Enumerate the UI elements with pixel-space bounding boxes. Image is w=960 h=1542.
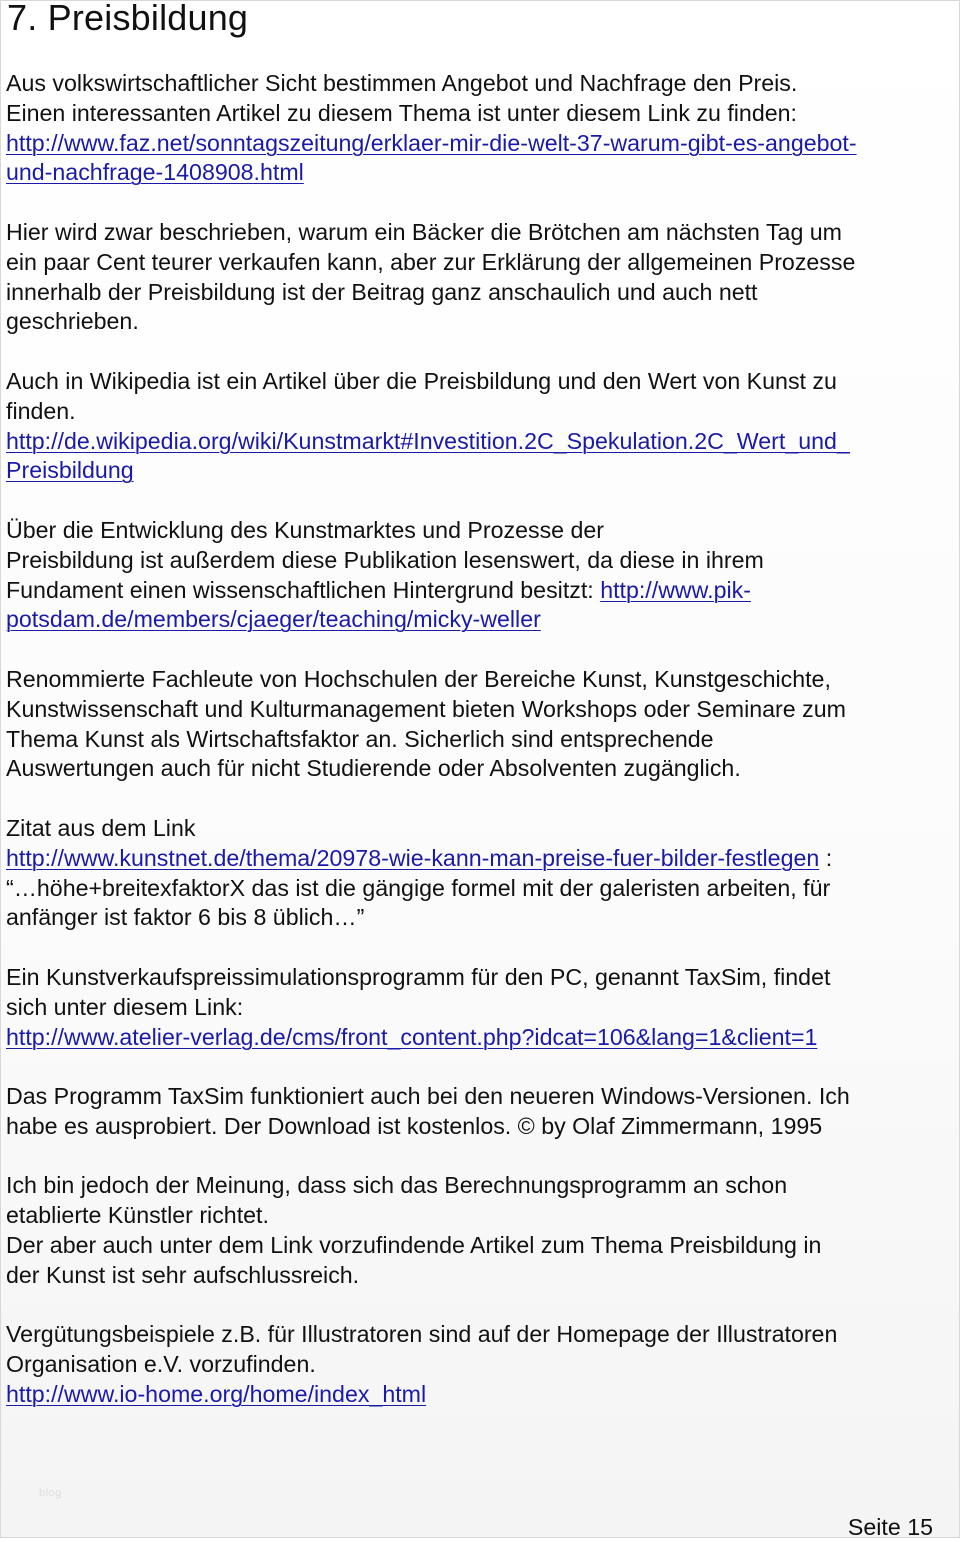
text-line: Preisbildung ist außerdem diese Publikation lesenswert, da diese in ihrem [6,546,764,573]
pik-link-line-2 [6,605,956,635]
text-line: Thema Kunst als Wirtschaftsfaktor an. Sicherlich sind entsprechende [6,725,714,752]
text-line: Aus volkswirtschaftlicher Sicht bestimmen Angebot und Nachfrage den Preis. [6,70,798,96]
link-suffix: : [819,844,833,871]
text-line: Ein Kunstverkaufspreissimulationsprogramm für den PC, genannt TaxSim, findet [6,963,831,990]
text-line: Der aber auch unter dem Link vorzufindende Artikel zum Thema Preisbildung in [6,1232,822,1259]
pik-potsdam-link-continued[interactable]: potsdam.de/members/cjaeger/teaching/micky-weller [6,606,541,633]
faz-link-line-1 [6,129,956,159]
faz-article-link-continued[interactable]: und-nachfrage-1408908.html [6,159,304,186]
atelier-link-line [6,1023,956,1053]
text-line: Auch in Wikipedia ist ein Artikel über die Preisbildung und den Wert von Kunst zu [6,367,837,394]
text-line: etablierte Künstler richtet. [6,1202,269,1229]
page-number: Seite 15 [847,1514,933,1540]
text-line: der Kunst ist sehr aufschlussreich. [6,1261,360,1288]
text-line: Organisation e.V. vorzufinden. [6,1351,316,1378]
wikipedia-link-line-2 [6,456,956,486]
text-line: ein paar Cent teurer verkaufen kann, aber zur Erklärung der allgemeinen Prozesse [6,248,856,275]
text-line: innerhalb der Preisbildung ist der Beitrag ganz anschaulich und auch nett [6,278,758,305]
paragraph-kunstmarkt [6,516,956,635]
text-line: habe es ausprobiert. Der Download ist kostenlos. © by Olaf Zimmermann, 1995 [6,1112,823,1139]
paragraph-taxsim [6,963,956,1052]
io-home-link-line [6,1380,956,1410]
section-heading: 7. Preisbildung [7,0,249,38]
text-line: Ich bin jedoch der Meinung, dass sich das Berechnungsprogramm an schon [6,1172,788,1199]
text-line: Hier wird zwar beschrieben, warum ein Bäcker die Brötchen am nächsten Tag um [6,218,842,245]
text-line: finden. [6,397,76,424]
kunstnet-link-line [6,844,956,874]
text-line: geschrieben. [6,308,139,335]
wikipedia-link-line-1 [6,427,956,457]
paragraph-wikipedia [6,367,956,486]
pik-potsdam-link[interactable]: http://www.pik- [600,576,751,603]
paragraph-intro [6,69,956,188]
text-line: Kunstwissenschaft und Kulturmanagement bieten Workshops oder Seminare zum [6,695,846,722]
text-line: Über die Entwicklung des Kunstmarktes und Prozesse der [6,516,605,543]
text-line: sich unter diesem Link: [6,993,244,1020]
paragraph-fachleute [6,665,956,784]
quote-line: anfänger ist faktor 6 bis 8 üblich…” [6,904,365,931]
quote-line: “…höhe+breitexfaktorX das ist die gängige formel mit der galeristen arbeiten, für [6,874,831,901]
document-body [6,69,956,1440]
kunstnet-link[interactable]: http://www.kunstnet.de/thema/20978-wie-kann-man-preise-fuer-bilder-festlegen [6,844,820,871]
faz-link-line-2 [6,158,956,188]
wikipedia-link-continued[interactable]: Preisbildung [6,457,134,484]
text-line: Renommierte Fachleute von Hochschulen der Bereiche Kunst, Kunstgeschichte, [6,665,831,692]
text-line: Einen interessanten Artikel zu diesem Thema ist unter diesem Link zu finden: [6,99,797,126]
paragraph-taxsim-windows [6,1082,956,1142]
watermark: blog [39,1487,62,1499]
text-line: Zitat aus dem Link [6,814,196,841]
paragraph-illustratoren [6,1320,956,1409]
text-line [6,576,956,606]
io-home-link[interactable]: http://www.io-home.org/home/index_html [6,1381,427,1408]
atelier-verlag-link[interactable]: http://www.atelier-verlag.de/cms/front_content.php?idcat=106&lang=1&client=1 [6,1023,818,1050]
faz-article-link[interactable]: http://www.faz.net/sonntagszeitung/erklaer-mir-die-welt-37-warum-gibt-es-angebot- [6,129,857,156]
text-fragment: Fundament einen wissenschaftlichen Hintergrund besitzt: [6,576,601,603]
text-line: Vergütungsbeispiele z.B. für Illustratoren sind auf der Homepage der Illustratoren [6,1321,838,1348]
paragraph-zitat [6,814,956,933]
text-line: Auswertungen auch für nicht Studierende oder Absolventen zugänglich. [6,755,741,782]
wikipedia-link[interactable]: http://de.wikipedia.org/wiki/Kunstmarkt#Investition.2C_Spekulation.2C_Wert_und_ [6,427,850,454]
paragraph-baecker [6,218,956,337]
text-line: Das Programm TaxSim funktioniert auch bei den neueren Windows-Versionen. Ich [6,1083,850,1110]
paragraph-meinung [6,1171,956,1290]
